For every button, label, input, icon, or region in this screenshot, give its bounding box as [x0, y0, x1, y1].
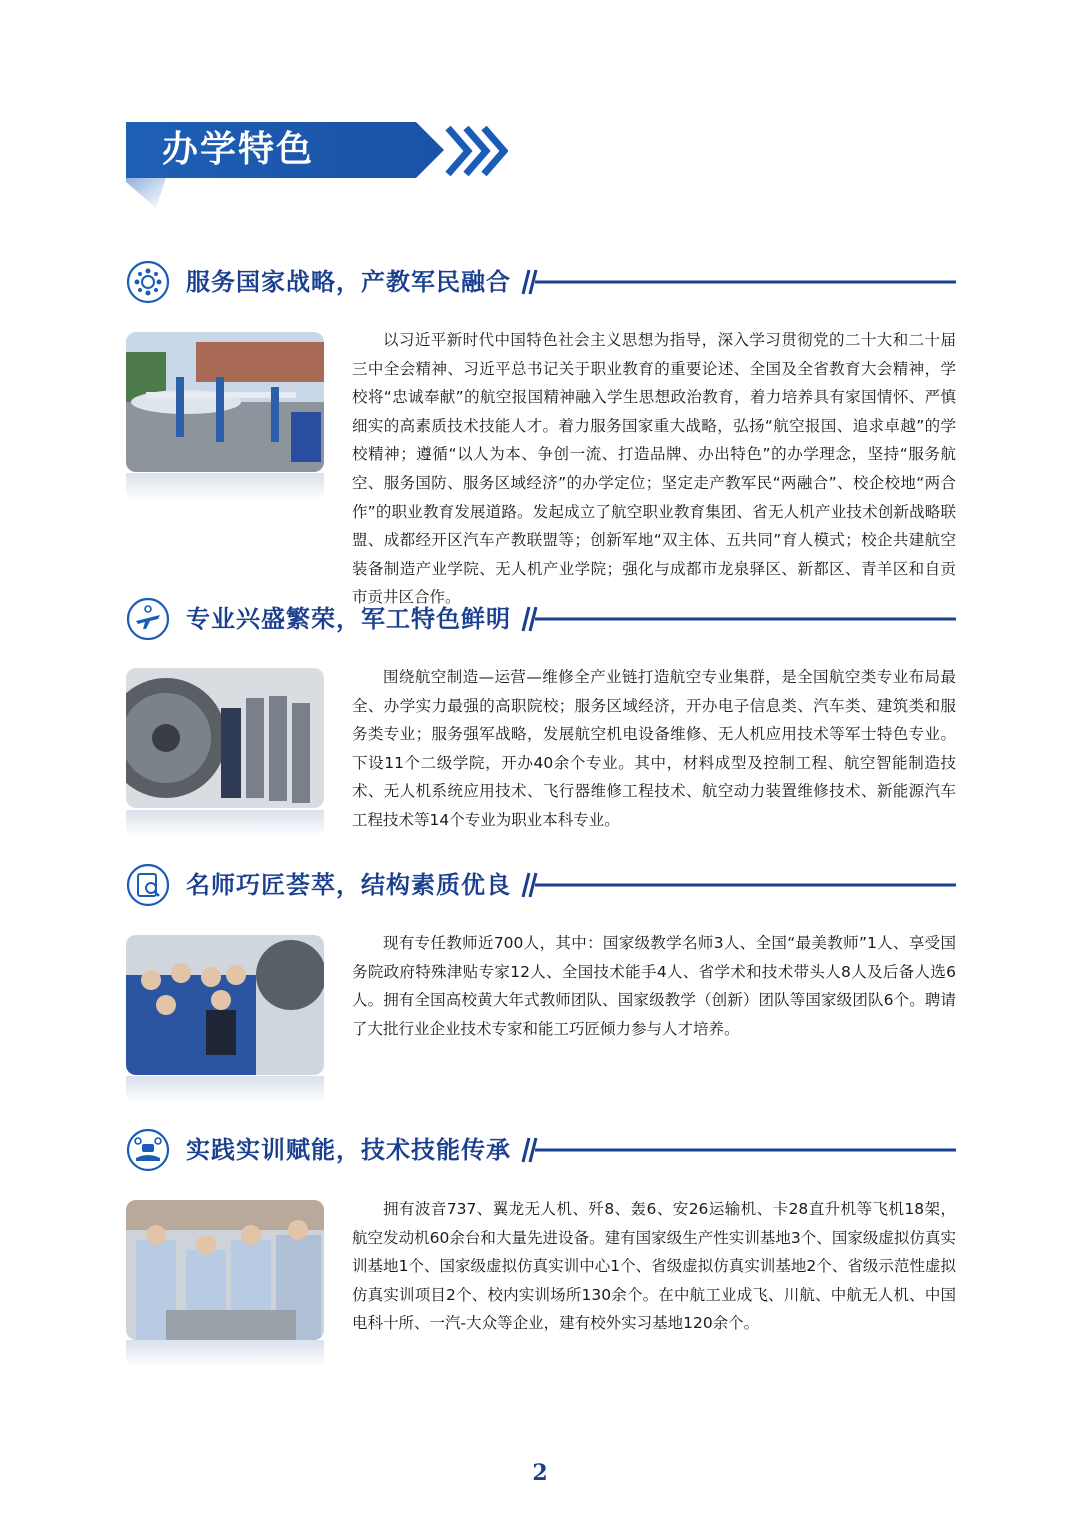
photo-reflection	[126, 810, 324, 838]
photo-reflection	[126, 1340, 324, 1368]
section-paragraph: 围绕航空制造—运营—维修全产业链打造航空专业集群，是全国航空类专业布局最全、办学实力最强的高职院校；服务区域经济，开办电子信息类、汽车类、建筑类和服务类专业；服务强军战略，发展航空机电设备维修、无人机应用技术等军士特色专业。下设11个二级学院，开办40余个专业。其中，材料成型及控制工程、航空智能制造技术、无人机系统应用技术、飞行器维修工程技术、航空动力装置维修技术、新能源汽车工程技术等14个专业为职业本科专业。	[352, 668, 956, 829]
teachers-group-photo	[126, 935, 324, 1075]
chevron-right-icon	[444, 124, 508, 178]
section-divider	[521, 1134, 956, 1166]
section-divider	[521, 603, 956, 635]
section-paragraph: 拥有波音737、翼龙无人机、歼8、轰6、安26运输机、卡28直升机等飞机18架，航空发动机60余台和大量先进设备。建有国家级生产性实训基地3个、国家级虚拟仿真实训基地1个、国家级虚拟仿真实训中心1个、省级虚拟仿真实训基地2个、省级示范性虚拟仿真实训项目2个、校内实训场所130余个。在中航工业成飞、川航、中航无人机、中国电科十所、一汽-大众等企业，建有校外实习基地120余个。	[352, 1200, 956, 1333]
uav-training-photo	[126, 332, 324, 472]
section-paragraph: 现有专任教师近700人，其中：国家级教学名师3人、全国“最美教师”1人、享受国务院政府特殊津贴专家12人、全国技术能手4人、省学术和技术带头人8人及后备人选6人。拥有全国高校黄大年式教师团队、国家级教学（创新）团队等国家级团队6个。聘请了大批行业企业技术专家和能工巧匠倾力参与人才培养。	[352, 934, 956, 1038]
section-header	[126, 863, 956, 907]
section-header	[126, 260, 956, 304]
workshop-training-photo	[126, 1200, 324, 1340]
section-header	[126, 1128, 956, 1172]
section-title: 名师巧匠荟萃，结构素质优良	[186, 871, 511, 899]
header-banner	[126, 122, 446, 178]
page-title: 办学特色	[162, 129, 315, 170]
page-number: 2	[532, 1460, 548, 1486]
section-title: 专业兴盛繁荣，军工特色鲜明	[186, 605, 511, 633]
section-title: 服务国家战略，产教军民融合	[186, 268, 511, 296]
section-divider	[521, 266, 956, 298]
airplane-brain-icon	[126, 597, 170, 641]
jet-engine-class-photo	[126, 668, 324, 808]
drone-hand-icon	[126, 1128, 170, 1172]
photo-reflection	[126, 1076, 324, 1104]
section-title: 实践实训赋能，技术技能传承	[186, 1136, 511, 1164]
banner-tail	[126, 178, 166, 212]
gear-network-icon	[126, 260, 170, 304]
photo-reflection	[126, 473, 324, 501]
teacher-board-icon	[126, 863, 170, 907]
section-paragraph: 以习近平新时代中国特色社会主义思想为指导，深入学习贯彻党的二十大和二十届三中全会精神、习近平总书记关于职业教育的重要论述、全国及全省教育大会精神，学校将“忠诚奉献”的航空报国精神融入学生思想政治教育，着力培养具有家国情怀、严慎细实的高素质技术技能人才。着力服务国家重大战略，弘扬“航空报国、追求卓越”的学校精神；遵循“以人为本、争创一流、打造品牌、办出特色”的办学理念，坚持“服务航空、服务国防、服务区域经济”的办学定位；坚定走产教军民“两融合”、校企校地“两合作”的职业教育发展道路。发起成立了航空职业教育集团、省无人机产业技术创新战略联盟、成都经开区汽车产教联盟等；创新军地“双主体、五共同”育人模式；校企共建航空装备制造产业学院、无人机产业学院；强化与成都市龙泉驿区、新都区、青羊区和自贡市贡井区合作。	[352, 331, 956, 607]
section-header	[126, 597, 956, 641]
section-divider	[521, 869, 956, 901]
